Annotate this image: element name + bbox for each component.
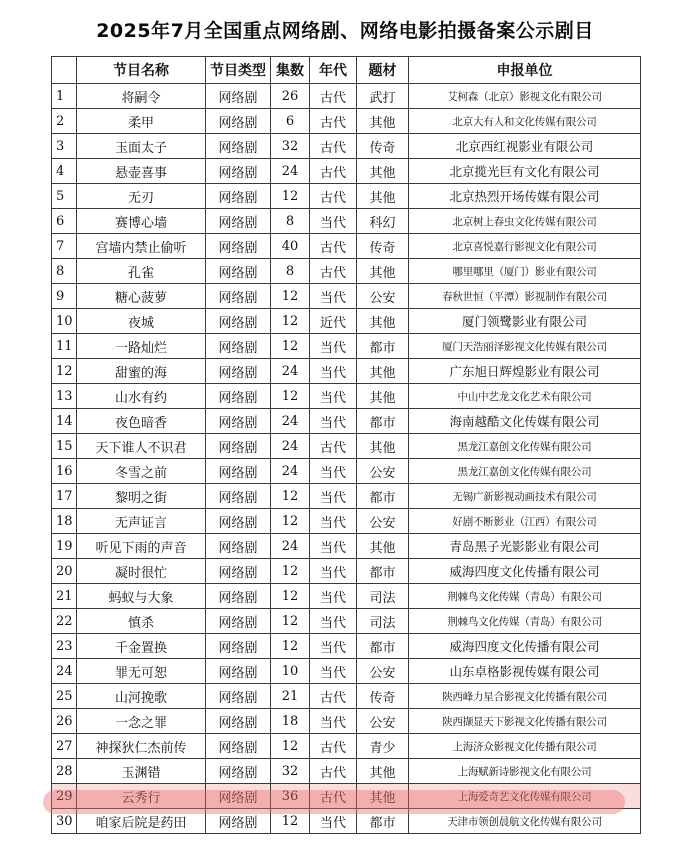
cell-unit: 厦门领鹭影业有限公司 [409, 309, 641, 334]
cell-no: 24 [52, 659, 77, 684]
cell-episodes: 24 [271, 534, 310, 559]
cell-name: 玉面太子 [77, 134, 206, 159]
cell-no: 19 [52, 534, 77, 559]
cell-name: 夜色暗香 [77, 409, 206, 434]
cell-no: 9 [52, 284, 77, 309]
cell-era: 古代 [310, 759, 357, 784]
cell-type: 网络剧 [206, 809, 271, 834]
table-row [52, 84, 641, 109]
cell-name: 一路灿烂 [77, 334, 206, 359]
table-row [52, 259, 641, 284]
header-genre: 题材 [357, 57, 409, 84]
cell-episodes: 40 [271, 234, 310, 259]
cell-no: 11 [52, 334, 77, 359]
cell-episodes: 12 [271, 734, 310, 759]
cell-name: 悬壶喜事 [77, 159, 206, 184]
cell-name: 玉渊错 [77, 759, 206, 784]
cell-genre: 都市 [357, 409, 409, 434]
cell-era: 古代 [310, 784, 357, 809]
cell-era: 古代 [310, 434, 357, 459]
cell-episodes: 12 [271, 809, 310, 834]
cell-episodes: 8 [271, 209, 310, 234]
cell-episodes: 18 [271, 709, 310, 734]
cell-type: 网络剧 [206, 534, 271, 559]
cell-unit: 北京西红视影业有限公司 [409, 134, 641, 159]
cell-type: 网络剧 [206, 359, 271, 384]
cell-unit: 荆棘鸟文化传媒（青岛）有限公司 [409, 584, 641, 609]
cell-unit: 天津市领创晨航文化传媒有限公司 [409, 809, 641, 834]
table-row [52, 509, 641, 534]
table-row [52, 334, 641, 359]
cell-episodes: 24 [271, 159, 310, 184]
cell-era: 当代 [310, 284, 357, 309]
cell-type: 网络剧 [206, 309, 271, 334]
cell-era: 当代 [310, 609, 357, 634]
cell-era: 当代 [310, 584, 357, 609]
cell-episodes: 12 [271, 334, 310, 359]
cell-episodes: 26 [271, 84, 310, 109]
cell-no: 1 [52, 84, 77, 109]
cell-type: 网络剧 [206, 634, 271, 659]
table-row [52, 384, 641, 409]
cell-unit: 广东旭日辉煌影业有限公司 [409, 359, 641, 384]
cell-type: 网络剧 [206, 184, 271, 209]
table-row [52, 709, 641, 734]
cell-era: 古代 [310, 109, 357, 134]
cell-type: 网络剧 [206, 209, 271, 234]
cell-unit: 威海四度文化传播有限公司 [409, 559, 641, 584]
cell-unit: 黑龙江嘉创文化传媒有限公司 [409, 434, 641, 459]
cell-type: 网络剧 [206, 559, 271, 584]
cell-type: 网络剧 [206, 709, 271, 734]
cell-genre: 青少 [357, 734, 409, 759]
cell-era: 当代 [310, 534, 357, 559]
cell-name: 一念之罪 [77, 709, 206, 734]
table-row [52, 409, 641, 434]
cell-no: 14 [52, 409, 77, 434]
cell-era: 当代 [310, 634, 357, 659]
table-row [52, 284, 641, 309]
cell-era: 当代 [310, 359, 357, 384]
cell-unit: 黑龙江嘉创文化传媒有限公司 [409, 459, 641, 484]
cell-unit: 中山中艺龙文化艺术有限公司 [409, 384, 641, 409]
cell-genre: 公安 [357, 509, 409, 534]
cell-era: 当代 [310, 509, 357, 534]
table-row [52, 784, 641, 809]
cell-no: 23 [52, 634, 77, 659]
cell-era: 当代 [310, 209, 357, 234]
cell-unit: 厦门天浩丽泽影视文化传媒有限公司 [409, 334, 641, 359]
cell-type: 网络剧 [206, 409, 271, 434]
table-row [52, 159, 641, 184]
cell-type: 网络剧 [206, 659, 271, 684]
cell-name: 无声证言 [77, 509, 206, 534]
cell-genre: 都市 [357, 334, 409, 359]
cell-no: 10 [52, 309, 77, 334]
cell-genre: 都市 [357, 559, 409, 584]
cell-type: 网络剧 [206, 734, 271, 759]
cell-unit: 威海四度文化传播有限公司 [409, 634, 641, 659]
cell-unit: 陕西峰力星合影视文化传播有限公司 [409, 684, 641, 709]
cell-genre: 其他 [357, 434, 409, 459]
cell-era: 古代 [310, 684, 357, 709]
cell-era: 当代 [310, 334, 357, 359]
cell-name: 慎杀 [77, 609, 206, 634]
cell-name: 甜蜜的海 [77, 359, 206, 384]
cell-genre: 科幻 [357, 209, 409, 234]
table-row [52, 134, 641, 159]
table-row [52, 559, 641, 584]
cell-no: 30 [52, 809, 77, 834]
cell-name: 孔雀 [77, 259, 206, 284]
table-row [52, 609, 641, 634]
cell-unit: 哪里哪里（厦门）影业有限公司 [409, 259, 641, 284]
cell-name: 罪无可恕 [77, 659, 206, 684]
table-row [52, 809, 641, 834]
table-row [52, 309, 641, 334]
cell-type: 网络剧 [206, 434, 271, 459]
cell-no: 25 [52, 684, 77, 709]
cell-type: 网络剧 [206, 109, 271, 134]
cell-episodes: 6 [271, 109, 310, 134]
cell-unit: 青岛黑子光影影业有限公司 [409, 534, 641, 559]
cell-unit: 上海赋新诗影视文化有限公司 [409, 759, 641, 784]
cell-genre: 传奇 [357, 134, 409, 159]
cell-era: 古代 [310, 259, 357, 284]
cell-unit: 上海济众影视文化传播有限公司 [409, 734, 641, 759]
cell-era: 当代 [310, 409, 357, 434]
cell-era: 当代 [310, 559, 357, 584]
cell-type: 网络剧 [206, 509, 271, 534]
cell-unit: 荆棘鸟文化传媒（青岛）有限公司 [409, 609, 641, 634]
cell-no: 18 [52, 509, 77, 534]
table-row [52, 109, 641, 134]
cell-type: 网络剧 [206, 234, 271, 259]
cell-name: 千金置换 [77, 634, 206, 659]
cell-no: 3 [52, 134, 77, 159]
cell-unit: 无锡广新影视动画技术有限公司 [409, 484, 641, 509]
cell-type: 网络剧 [206, 159, 271, 184]
table-row [52, 184, 641, 209]
cell-era: 古代 [310, 84, 357, 109]
cell-name: 黎明之街 [77, 484, 206, 509]
cell-episodes: 12 [271, 284, 310, 309]
cell-unit: 北京大有人和文化传媒有限公司 [409, 109, 641, 134]
cell-no: 2 [52, 109, 77, 134]
table-row [52, 584, 641, 609]
cell-no: 13 [52, 384, 77, 409]
cell-type: 网络剧 [206, 84, 271, 109]
cell-no: 8 [52, 259, 77, 284]
cell-name: 天下谁人不识君 [77, 434, 206, 459]
cell-no: 7 [52, 234, 77, 259]
cell-genre: 都市 [357, 809, 409, 834]
cell-era: 当代 [310, 709, 357, 734]
cell-no: 21 [52, 584, 77, 609]
cell-type: 网络剧 [206, 759, 271, 784]
cell-genre: 其他 [357, 384, 409, 409]
cell-genre: 武打 [357, 84, 409, 109]
cell-era: 古代 [310, 234, 357, 259]
cell-no: 26 [52, 709, 77, 734]
cell-name: 咱家后院是药田 [77, 809, 206, 834]
cell-episodes: 12 [271, 384, 310, 409]
cell-no: 4 [52, 159, 77, 184]
table-row [52, 659, 641, 684]
cell-no: 15 [52, 434, 77, 459]
cell-episodes: 12 [271, 184, 310, 209]
table-row [52, 634, 641, 659]
cell-episodes: 36 [271, 784, 310, 809]
cell-genre: 其他 [357, 309, 409, 334]
cell-episodes: 24 [271, 409, 310, 434]
cell-type: 网络剧 [206, 484, 271, 509]
document-title: 2025年7月全国重点网络剧、网络电影拍摄备案公示剧目 [96, 20, 594, 42]
cell-genre: 司法 [357, 609, 409, 634]
cell-genre: 其他 [357, 534, 409, 559]
cell-no: 29 [52, 784, 77, 809]
cell-unit: 海南越酷文化传媒有限公司 [409, 409, 641, 434]
cell-episodes: 12 [271, 309, 310, 334]
cell-episodes: 12 [271, 509, 310, 534]
cell-type: 网络剧 [206, 134, 271, 159]
header-episodes: 集数 [271, 57, 310, 84]
cell-genre: 其他 [357, 759, 409, 784]
cell-name: 山河挽歌 [77, 684, 206, 709]
cell-no: 28 [52, 759, 77, 784]
cell-unit: 上海爱奇艺文化传媒有限公司 [409, 784, 641, 809]
cell-genre: 都市 [357, 634, 409, 659]
cell-genre: 公安 [357, 459, 409, 484]
cell-genre: 司法 [357, 584, 409, 609]
table-row [52, 359, 641, 384]
cell-name: 将嗣令 [77, 84, 206, 109]
header-type: 节目类型 [206, 57, 271, 84]
cell-episodes: 12 [271, 609, 310, 634]
cell-episodes: 24 [271, 359, 310, 384]
cell-type: 网络剧 [206, 259, 271, 284]
cell-name: 夜城 [77, 309, 206, 334]
cell-genre: 其他 [357, 359, 409, 384]
table-row [52, 484, 641, 509]
cell-era: 当代 [310, 809, 357, 834]
cell-era: 古代 [310, 159, 357, 184]
cell-type: 网络剧 [206, 334, 271, 359]
cell-genre: 其他 [357, 184, 409, 209]
cell-type: 网络剧 [206, 384, 271, 409]
header-name: 节目名称 [77, 57, 206, 84]
table-row [52, 534, 641, 559]
cell-no: 12 [52, 359, 77, 384]
cell-episodes: 32 [271, 759, 310, 784]
cell-episodes: 10 [271, 659, 310, 684]
cell-unit: 山东卓格影视传媒有限公司 [409, 659, 641, 684]
cell-genre: 公安 [357, 659, 409, 684]
cell-type: 网络剧 [206, 684, 271, 709]
cell-name: 听见下雨的声音 [77, 534, 206, 559]
cell-type: 网络剧 [206, 284, 271, 309]
table-row [52, 459, 641, 484]
cell-episodes: 12 [271, 634, 310, 659]
cell-no: 27 [52, 734, 77, 759]
cell-unit: 北京喜悦嘉行影视文化有限公司 [409, 234, 641, 259]
cell-era: 当代 [310, 659, 357, 684]
cell-unit: 春秋世恒（平潭）影视制作有限公司 [409, 284, 641, 309]
cell-era: 当代 [310, 459, 357, 484]
cell-type: 网络剧 [206, 459, 271, 484]
cell-genre: 其他 [357, 259, 409, 284]
cell-episodes: 32 [271, 134, 310, 159]
cell-genre: 其他 [357, 784, 409, 809]
table-row [52, 759, 641, 784]
cell-era: 古代 [310, 184, 357, 209]
cell-name: 赛博心墙 [77, 209, 206, 234]
table-row [52, 434, 641, 459]
header-row [52, 57, 641, 84]
cell-era: 当代 [310, 384, 357, 409]
cell-unit: 北京揽光巨有文化有限公司 [409, 159, 641, 184]
cell-type: 网络剧 [206, 609, 271, 634]
cell-name: 凝时很忙 [77, 559, 206, 584]
cell-no: 5 [52, 184, 77, 209]
cell-name: 宫墙内禁止偷听 [77, 234, 206, 259]
cell-genre: 公安 [357, 284, 409, 309]
table-row [52, 234, 641, 259]
cell-episodes: 8 [271, 259, 310, 284]
cell-name: 蚂蚁与大象 [77, 584, 206, 609]
cell-name: 云秀行 [77, 784, 206, 809]
cell-era: 近代 [310, 309, 357, 334]
cell-genre: 公安 [357, 709, 409, 734]
filing-table [51, 56, 641, 834]
cell-no: 22 [52, 609, 77, 634]
header-unit: 申报单位 [409, 57, 641, 84]
cell-episodes: 24 [271, 459, 310, 484]
cell-episodes: 12 [271, 484, 310, 509]
cell-episodes: 24 [271, 434, 310, 459]
cell-no: 20 [52, 559, 77, 584]
cell-unit: 艾柯森（北京）影视文化有限公司 [409, 84, 641, 109]
cell-genre: 传奇 [357, 234, 409, 259]
cell-type: 网络剧 [206, 584, 271, 609]
table-row [52, 209, 641, 234]
cell-name: 山水有约 [77, 384, 206, 409]
cell-unit: 北京热烈开场传媒有限公司 [409, 184, 641, 209]
table-row [52, 684, 641, 709]
cell-name: 糖心菠萝 [77, 284, 206, 309]
cell-era: 古代 [310, 134, 357, 159]
cell-unit: 好剧不断影业（江西）有限公司 [409, 509, 641, 534]
cell-name: 神探狄仁杰前传 [77, 734, 206, 759]
cell-episodes: 12 [271, 584, 310, 609]
cell-no: 6 [52, 209, 77, 234]
cell-no: 17 [52, 484, 77, 509]
cell-episodes: 12 [271, 559, 310, 584]
cell-genre: 其他 [357, 109, 409, 134]
cell-name: 柔甲 [77, 109, 206, 134]
cell-name: 无刃 [77, 184, 206, 209]
cell-era: 当代 [310, 484, 357, 509]
header-no [52, 57, 77, 84]
cell-no: 16 [52, 459, 77, 484]
cell-episodes: 21 [271, 684, 310, 709]
cell-name: 冬雪之前 [77, 459, 206, 484]
cell-era: 古代 [310, 734, 357, 759]
cell-genre: 其他 [357, 159, 409, 184]
cell-unit: 北京树上春虫文化传媒有限公司 [409, 209, 641, 234]
cell-genre: 都市 [357, 484, 409, 509]
table-row [52, 734, 641, 759]
header-era: 年代 [310, 57, 357, 84]
cell-type: 网络剧 [206, 784, 271, 809]
cell-genre: 传奇 [357, 684, 409, 709]
cell-unit: 陕西撷显天下影视文化传播有限公司 [409, 709, 641, 734]
